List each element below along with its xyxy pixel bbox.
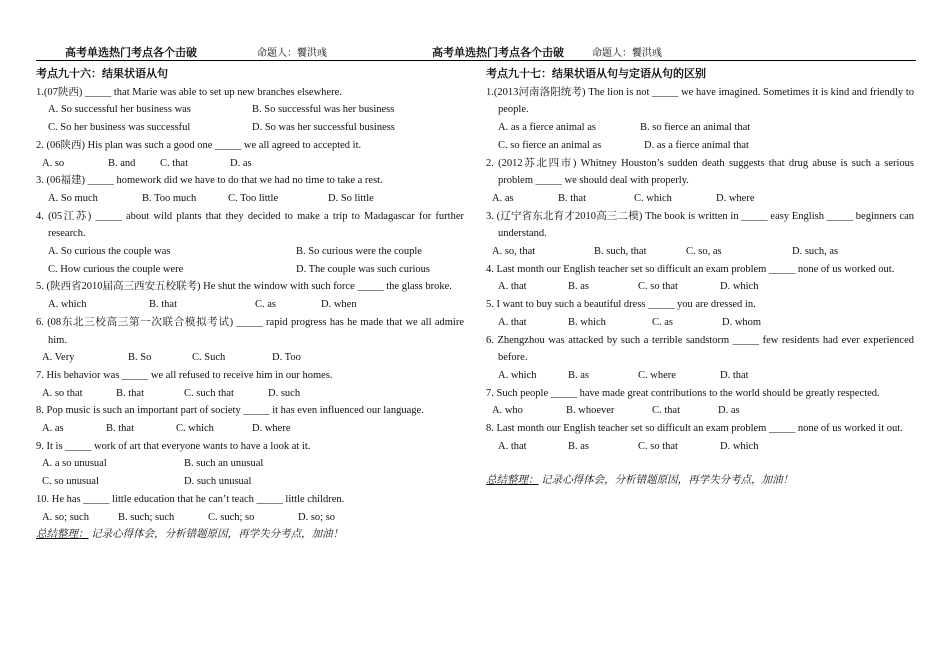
option-c: C. such; so xyxy=(208,511,255,523)
option-d: D. such unusual xyxy=(184,476,252,488)
options xyxy=(36,455,464,473)
options xyxy=(486,438,914,456)
right-column xyxy=(486,66,914,490)
question-9: 9. It is _____ work of art that everyone wants to have a look at it. xyxy=(36,440,311,452)
question-2: 2. (2012苏北四市) Whitney Houston’s sudden death suggests that drug abuse is such a serious problem _____ we should deal with properly. xyxy=(486,157,914,187)
option-d: D. that xyxy=(720,369,749,381)
question-6: 6. (08东北三校高三第一次联合模拟考试) _____ rapid progress has he made that we all admire him. xyxy=(36,316,464,346)
option-d: D. such xyxy=(268,387,301,399)
option-a: A. that xyxy=(498,440,527,452)
question-10: 10. He has _____ little education that he can’t teach _____ little children. xyxy=(36,493,345,505)
options xyxy=(36,243,464,261)
option-b: B. So xyxy=(128,352,152,364)
question-7: 7. Such people _____ have made great contributions to the world should be greatly respected. xyxy=(486,387,880,399)
option-d: D. so; so xyxy=(298,511,336,523)
option-c: C. so fierce an animal as xyxy=(498,139,602,151)
option-a: A. which xyxy=(48,299,87,311)
header-left-title: 高考单选热门考点各个击破 xyxy=(65,47,197,59)
option-a: A. that xyxy=(498,281,527,293)
option-b: B. that xyxy=(558,192,586,204)
option-c: C. where xyxy=(638,369,676,381)
option-d: D. Too xyxy=(272,352,301,364)
options xyxy=(486,278,914,296)
section-title: 考点九十六：结果状语从句 xyxy=(36,68,168,80)
options xyxy=(36,473,464,491)
header-right-title: 高考单选热门考点各个击破 xyxy=(432,47,564,59)
question-7: 7. His behavior was _____ we all refused to receive him in our homes. xyxy=(36,369,333,381)
options xyxy=(36,385,464,403)
option-d: D. as xyxy=(230,157,252,169)
option-c: C. that xyxy=(160,157,188,169)
option-d: D. as xyxy=(718,405,740,417)
left-column xyxy=(36,66,464,544)
option-c: C. so unusual xyxy=(42,476,99,488)
header-rule xyxy=(36,60,916,61)
option-c: C. which xyxy=(176,423,214,435)
options xyxy=(36,349,464,367)
question-5: 5. (陕西省2010届高三西安五校联考) He shut the window with such force _____ the glass broke. xyxy=(36,281,452,293)
option-b: B. such, that xyxy=(594,246,647,258)
option-b: B. such; such xyxy=(118,511,175,523)
option-b: B. which xyxy=(568,316,606,328)
question-6: 6. Zhengzhou was attacked by such a terrible sandstorm _____ few residents had ever experienced before. xyxy=(486,334,914,364)
question-5: 5. I want to buy such a beautiful dress _____ you are dressed in. xyxy=(486,299,756,311)
option-a: A. So much xyxy=(48,192,98,204)
option-c: C. Too little xyxy=(228,192,279,204)
option-d: D. The couple was such curious xyxy=(296,263,430,275)
option-a: A. so xyxy=(42,157,65,169)
options xyxy=(36,190,464,208)
question-8: 8. Last month our English teacher set so difficult an exam problem _____ none of us worked it out. xyxy=(486,423,903,435)
summary-text: 记录心得体会，分析错题原因，再学失分考点，加油！ xyxy=(538,475,794,487)
section-title: 考点九十七：结果状语从句与定语从句的区别 xyxy=(486,68,706,80)
header-right xyxy=(432,44,662,60)
option-a: A. Very xyxy=(42,352,75,364)
option-b: B. so fierce an animal that xyxy=(640,122,751,134)
options xyxy=(486,190,914,208)
question-8: 8. Pop music is such an important part of society _____ it has even influenced our language. xyxy=(36,405,424,417)
summary-text: 记录心得体会，分析错题原因，再学失分考点，加油！ xyxy=(88,529,344,541)
option-b: B. as xyxy=(568,440,589,452)
option-d: D. So was her successful business xyxy=(252,122,395,134)
option-c: C. How curious the couple were xyxy=(48,263,184,275)
options xyxy=(36,155,464,173)
option-a: A. so, that xyxy=(492,246,536,258)
header-left-author: 命题人：饗洪彧 xyxy=(257,48,327,59)
options xyxy=(36,119,464,137)
header-left xyxy=(65,44,327,60)
options xyxy=(36,509,464,527)
options xyxy=(486,119,914,137)
option-c: C. so that xyxy=(638,440,678,452)
option-c: C. So her business was successful xyxy=(48,122,191,134)
option-b: B. that xyxy=(149,299,177,311)
options xyxy=(486,243,914,261)
options xyxy=(36,420,464,438)
option-b: B. So successful was her business xyxy=(252,104,395,116)
options xyxy=(486,367,914,385)
option-c: C. as xyxy=(652,316,673,328)
option-a: A. a so unusual xyxy=(42,458,107,470)
option-c: C. that xyxy=(652,405,680,417)
question-3: 3. (辽宁省东北育才2010高三二模) The book is written in _____ easy English _____ beginners can understand. xyxy=(486,210,914,240)
option-d: D. when xyxy=(321,299,357,311)
option-b: B. whoever xyxy=(566,405,615,417)
option-d: D. which xyxy=(720,281,759,293)
summary-label: 总结整理： xyxy=(36,529,89,541)
option-b: B. such an unusual xyxy=(184,458,264,470)
option-c: C. so, as xyxy=(686,246,722,258)
option-c: C. which xyxy=(634,192,672,204)
option-d: D. whom xyxy=(722,316,762,328)
option-a: A. So curious the couple was xyxy=(48,246,171,258)
option-a: A. So successful her business was xyxy=(48,104,191,116)
question-1: 1.(2013河南洛阳统考) The lion is not _____ we have imagined. Sometimes it is kind and friendly to people. xyxy=(486,86,914,116)
option-b: B. as xyxy=(568,281,589,293)
option-b: B. Too much xyxy=(142,192,197,204)
option-d: D. such, as xyxy=(792,246,839,258)
option-d: D. where xyxy=(716,192,755,204)
question-4: 4. (05江苏) _____ about wild plants that they decided to make a trip to Madagascar for further research. xyxy=(36,210,464,240)
option-b: B. that xyxy=(116,387,144,399)
header-right-author: 命题人：饗洪彧 xyxy=(592,48,662,59)
option-a: A. so; such xyxy=(42,511,89,523)
option-d: D. which xyxy=(720,440,759,452)
option-c: C. as xyxy=(255,299,276,311)
summary-note xyxy=(486,472,914,490)
question-3: 3. (06福建) _____ homework did we have to do that we had no time to take a rest. xyxy=(36,175,383,187)
options xyxy=(486,314,914,332)
option-b: B. So curious were the couple xyxy=(296,246,422,258)
options xyxy=(486,402,914,420)
options xyxy=(36,296,464,314)
option-d: D. So little xyxy=(328,192,374,204)
option-b: B. that xyxy=(106,423,134,435)
option-c: C. so that xyxy=(638,281,678,293)
options xyxy=(36,261,464,279)
summary-label: 总结整理： xyxy=(486,475,539,487)
question-1: 1.(07陕西) _____ that Marie was able to set up new branches elsewhere. xyxy=(36,86,342,98)
option-a: A. which xyxy=(498,369,537,381)
option-a: A. as xyxy=(492,192,514,204)
options xyxy=(36,101,464,119)
question-4: 4. Last month our English teacher set so difficult an exam problem _____ none of us worked out. xyxy=(486,263,895,275)
summary-note xyxy=(36,526,464,544)
option-b: B. as xyxy=(568,369,589,381)
option-a: A. so that xyxy=(42,387,83,399)
option-a: A. that xyxy=(498,316,527,328)
option-d: D. as a fierce animal that xyxy=(644,139,749,151)
option-a: A. as a fierce animal as xyxy=(498,122,596,134)
option-d: D. where xyxy=(252,423,291,435)
option-b: B. and xyxy=(108,157,136,169)
option-a: A. as xyxy=(42,423,64,435)
question-2: 2. (06陕西) His plan was such a good one _____ we all agreed to accepted it. xyxy=(36,139,362,151)
option-c: C. such that xyxy=(184,387,234,399)
option-a: A. who xyxy=(492,405,523,417)
option-c: C. Such xyxy=(192,352,226,364)
options xyxy=(486,137,914,155)
